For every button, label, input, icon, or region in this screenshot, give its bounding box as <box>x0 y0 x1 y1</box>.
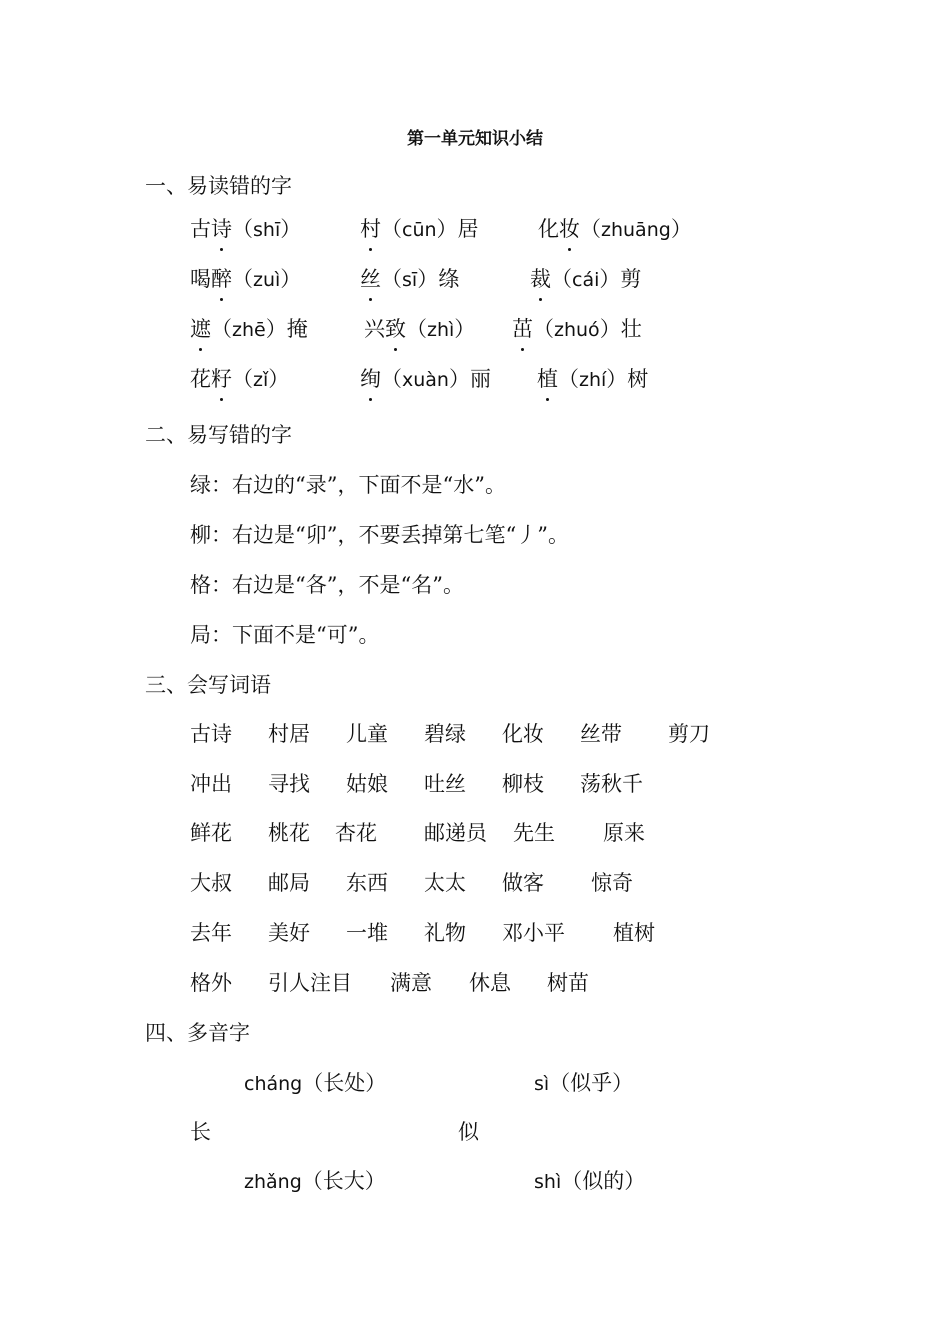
page-title: 第一单元知识小结 <box>407 129 543 149</box>
dotted-char: 村 <box>360 217 381 241</box>
vocab-word: 邮局 <box>268 871 310 895</box>
writing-note: 格：右边是“各”，不是“名”。 <box>190 573 464 597</box>
vocab-word: 去年 <box>190 921 232 945</box>
vocab-word: 村居 <box>268 722 310 746</box>
pronunciation-item <box>530 265 641 294</box>
reading-item <box>244 1167 386 1196</box>
bracket: （ <box>232 267 253 291</box>
char-text: 喝 <box>190 267 211 291</box>
bracket: ） <box>280 217 302 241</box>
example-word: （长大） <box>301 1169 386 1193</box>
bracket: ） <box>599 317 621 341</box>
bracket: ） <box>436 217 458 241</box>
vocab-word: 柳枝 <box>502 772 544 796</box>
bracket: （ <box>232 217 253 241</box>
example-word: （似乎） <box>549 1071 634 1095</box>
vocab-word: 寻找 <box>268 772 310 796</box>
pinyin: zhí <box>579 369 607 391</box>
dotted-char: 醉 <box>211 267 232 291</box>
char-text: 绦 <box>438 267 460 291</box>
char-text: 壮 <box>620 317 642 341</box>
bracket: （ <box>211 317 232 341</box>
vocab-word: 古诗 <box>190 722 232 746</box>
vocab-word: 做客 <box>502 871 544 895</box>
pinyin: shī <box>253 219 281 241</box>
pronunciation-item <box>190 265 301 294</box>
writing-note: 局：下面不是“可”。 <box>190 623 380 647</box>
pinyin: zhuó <box>554 319 600 341</box>
pinyin: shì <box>534 1171 562 1193</box>
dotted-char: 妆 <box>559 217 580 241</box>
vocab-word: 冲出 <box>190 772 232 796</box>
bracket: （ <box>232 367 253 391</box>
bracket: ） <box>448 367 470 391</box>
dotted-char: 茁 <box>512 317 533 341</box>
vocab-word: 惊奇 <box>591 871 633 895</box>
polyphone-char: 似 <box>458 1120 479 1144</box>
vocab-word: 姑娘 <box>346 772 388 796</box>
section4-heading: 四、多音字 <box>145 1021 250 1045</box>
bracket: ） <box>268 367 290 391</box>
bracket: ） <box>417 267 439 291</box>
pronunciation-item <box>360 265 459 294</box>
vocab-word: 引人注目 <box>268 971 352 995</box>
bracket: （ <box>551 267 572 291</box>
dotted-char: 裁 <box>530 267 551 291</box>
example-word: （似的） <box>561 1169 646 1193</box>
vocab-word: 太太 <box>424 871 466 895</box>
vocab-word: 儿童 <box>346 722 388 746</box>
pinyin: sī <box>402 269 418 291</box>
bracket: ） <box>606 367 628 391</box>
bracket: （ <box>381 267 402 291</box>
bracket: ） <box>280 267 302 291</box>
pinyin: zhē <box>232 319 266 341</box>
vocab-word: 树苗 <box>547 971 589 995</box>
pinyin: cái <box>572 269 600 291</box>
char-text: 树 <box>627 367 649 391</box>
vocab-word: 休息 <box>469 971 511 995</box>
vocab-word: 格外 <box>190 971 232 995</box>
char-text: 剪 <box>620 267 642 291</box>
vocab-word: 邮递员 <box>424 821 487 845</box>
section2-heading: 二、易写错的字 <box>145 423 292 447</box>
dotted-char: 籽 <box>211 367 232 391</box>
bracket: （ <box>558 367 579 391</box>
pinyin: zhuāng <box>601 219 671 241</box>
vocab-word: 礼物 <box>424 921 466 945</box>
dotted-char: 致 <box>385 317 406 341</box>
vocab-word: 满意 <box>390 971 432 995</box>
bracket: （ <box>580 217 601 241</box>
vocab-word: 杏花 <box>335 821 377 845</box>
pronunciation-item <box>364 315 475 344</box>
char-text: 古 <box>190 217 211 241</box>
pinyin: sì <box>534 1073 550 1095</box>
bracket: （ <box>406 317 427 341</box>
reading-item <box>534 1167 645 1196</box>
section1-heading: 一、易读错的字 <box>145 174 292 198</box>
pronunciation-item <box>190 315 308 344</box>
vocab-word: 碧绿 <box>424 722 466 746</box>
bracket: ） <box>454 317 476 341</box>
pinyin: zhì <box>427 319 455 341</box>
pronunciation-item <box>190 215 301 244</box>
vocab-word: 美好 <box>268 921 310 945</box>
vocab-word: 吐丝 <box>424 772 466 796</box>
dotted-char: 诗 <box>211 217 232 241</box>
char-text: 花 <box>190 367 211 391</box>
writing-note: 绿：右边的“录”，下面不是“水”。 <box>190 473 506 497</box>
vocab-word: 植树 <box>613 921 655 945</box>
vocab-word: 大叔 <box>190 871 232 895</box>
vocab-word: 原来 <box>603 821 645 845</box>
vocab-word: 剪刀 <box>668 722 710 746</box>
pinyin: zuì <box>253 269 281 291</box>
pronunciation-item <box>360 365 491 394</box>
dotted-char: 遮 <box>190 317 211 341</box>
pronunciation-item <box>538 215 692 244</box>
writing-note: 柳：右边是“卯”，不要丢掉第七笔“丿”。 <box>190 523 569 547</box>
char-text: 居 <box>457 217 479 241</box>
vocab-word: 桃花 <box>268 821 310 845</box>
pinyin: zhǎng <box>244 1171 302 1193</box>
pronunciation-item <box>537 365 648 394</box>
reading-item <box>244 1069 386 1098</box>
bracket: ） <box>670 217 692 241</box>
pronunciation-item <box>360 215 479 244</box>
pinyin: cūn <box>402 219 437 241</box>
char-text: 掩 <box>286 317 308 341</box>
dotted-char: 绚 <box>360 367 381 391</box>
pinyin: zǐ <box>253 369 269 391</box>
bracket: ） <box>265 317 287 341</box>
dotted-char: 植 <box>537 367 558 391</box>
dotted-char: 丝 <box>360 267 381 291</box>
vocab-word: 化妆 <box>502 722 544 746</box>
bracket: （ <box>381 217 402 241</box>
vocab-word: 鲜花 <box>190 821 232 845</box>
section3-heading: 三、会写词语 <box>145 673 271 697</box>
char-text: 丽 <box>469 367 491 391</box>
vocab-word: 一堆 <box>346 921 388 945</box>
bracket: ） <box>599 267 621 291</box>
char-text: 化 <box>538 217 559 241</box>
bracket: （ <box>533 317 554 341</box>
vocab-word: 荡秋千 <box>580 772 643 796</box>
vocab-word: 先生 <box>513 821 555 845</box>
pinyin: xuàn <box>402 369 449 391</box>
char-text: 兴 <box>364 317 385 341</box>
pronunciation-item <box>190 365 289 394</box>
polyphone-char: 长 <box>190 1120 211 1144</box>
bracket: （ <box>381 367 402 391</box>
vocab-word: 邓小平 <box>502 921 565 945</box>
vocab-word: 丝带 <box>580 722 622 746</box>
pronunciation-item <box>512 315 642 344</box>
reading-item <box>534 1069 633 1098</box>
pinyin: cháng <box>244 1073 303 1095</box>
vocab-word: 东西 <box>346 871 388 895</box>
example-word: （长处） <box>302 1071 387 1095</box>
